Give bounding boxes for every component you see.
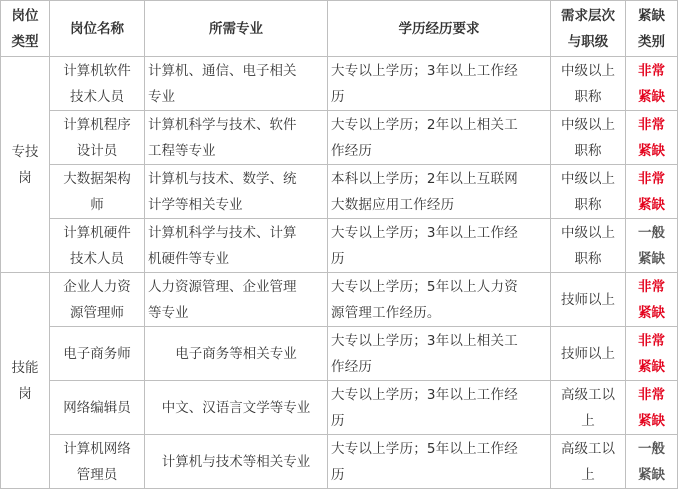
- header-education: 学历经历要求: [328, 1, 551, 57]
- level-cell: 高级工以 上: [551, 381, 626, 435]
- post-name-cell: 电子商务师: [50, 327, 145, 381]
- major-cell: 中文、汉语言文学等专业: [145, 381, 328, 435]
- level-cell: 中级以上 职称: [551, 165, 626, 219]
- table-row: [1, 165, 678, 219]
- urgency-cell: 非常 紧缺: [626, 165, 678, 219]
- table-row: [1, 381, 678, 435]
- urgency-cell: 非常 紧缺: [626, 381, 678, 435]
- table-header-row: [1, 1, 678, 57]
- major-cell: 计算机与技术、数学、统 计学等相关专业: [145, 165, 328, 219]
- urgency-cell: 非常 紧缺: [626, 57, 678, 111]
- table-row: [1, 219, 678, 273]
- post-type-cell: 技能 岗: [1, 273, 50, 489]
- major-cell: 计算机科学与技术、计算 机硬件等专业: [145, 219, 328, 273]
- education-requirement-cell: 大专以上学历；3年以上工作经 历: [328, 219, 551, 273]
- header-major: 所需专业: [145, 1, 328, 57]
- post-name-cell: 网络编辑员: [50, 381, 145, 435]
- urgency-cell: 非常 紧缺: [626, 327, 678, 381]
- table-row: [1, 57, 678, 111]
- level-cell: 技师以上: [551, 273, 626, 327]
- table-row: [1, 435, 678, 489]
- post-name-cell: 计算机硬件 技术人员: [50, 219, 145, 273]
- post-name-cell: 大数据架构 师: [50, 165, 145, 219]
- post-type-cell: 专技 岗: [1, 57, 50, 273]
- education-requirement-cell: 大专以上学历；3年以上工作经 历: [328, 57, 551, 111]
- major-cell: 人力资源管理、企业管理 等专业: [145, 273, 328, 327]
- urgency-cell: 非常 紧缺: [626, 111, 678, 165]
- education-requirement-cell: 大专以上学历；5年以上工作经 历: [328, 435, 551, 489]
- level-cell: 高级工以 上: [551, 435, 626, 489]
- post-name-cell: 计算机程序 设计员: [50, 111, 145, 165]
- header-post-type: 岗位 类型: [1, 1, 50, 57]
- urgency-cell: 非常 紧缺: [626, 273, 678, 327]
- table-row: [1, 111, 678, 165]
- level-cell: 技师以上: [551, 327, 626, 381]
- table-row: [1, 327, 678, 381]
- urgency-cell: 一般 紧缺: [626, 219, 678, 273]
- education-requirement-cell: 大专以上学历；2年以上相关工 作经历: [328, 111, 551, 165]
- level-cell: 中级以上 职称: [551, 57, 626, 111]
- post-name-cell: 计算机软件 技术人员: [50, 57, 145, 111]
- urgency-cell: 一般 紧缺: [626, 435, 678, 489]
- header-urgency: 紧缺 类别: [626, 1, 678, 57]
- major-cell: 计算机科学与技术、软件 工程等专业: [145, 111, 328, 165]
- major-cell: 计算机、通信、电子相关 专业: [145, 57, 328, 111]
- header-post-name: 岗位名称: [50, 1, 145, 57]
- major-cell: 计算机与技术等相关专业: [145, 435, 328, 489]
- education-requirement-cell: 大专以上学历；3年以上工作经 历: [328, 381, 551, 435]
- table-body: [1, 57, 678, 489]
- table-row: [1, 273, 678, 327]
- post-name-cell: 企业人力资 源管理师: [50, 273, 145, 327]
- level-cell: 中级以上 职称: [551, 219, 626, 273]
- education-requirement-cell: 本科以上学历；2年以上互联网 大数据应用工作经历: [328, 165, 551, 219]
- education-requirement-cell: 大专以上学历；5年以上人力资 源管理工作经历。: [328, 273, 551, 327]
- header-level: 需求层次 与职级: [551, 1, 626, 57]
- major-cell: 电子商务等相关专业: [145, 327, 328, 381]
- education-requirement-cell: 大专以上学历；3年以上相关工 作经历: [328, 327, 551, 381]
- post-name-cell: 计算机网络 管理员: [50, 435, 145, 489]
- level-cell: 中级以上 职称: [551, 111, 626, 165]
